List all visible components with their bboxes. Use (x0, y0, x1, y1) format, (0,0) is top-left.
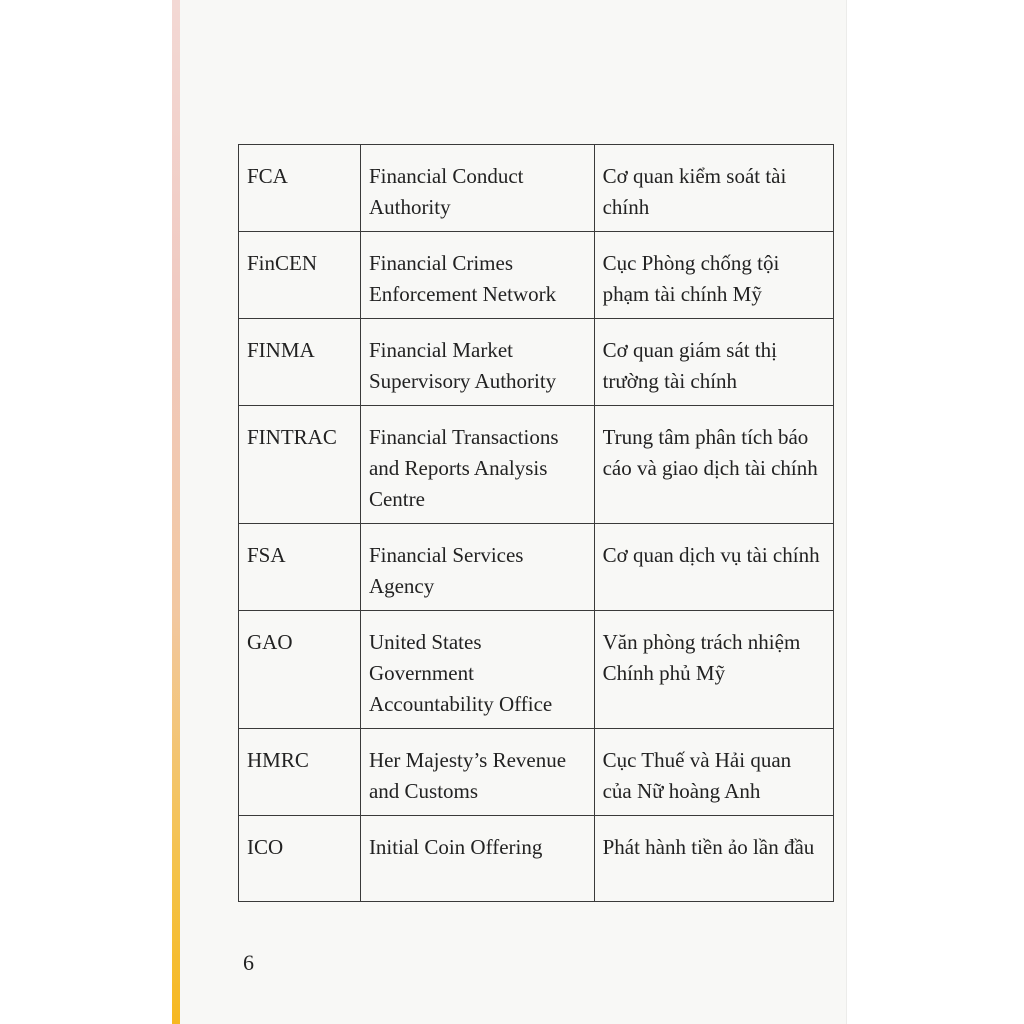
abbreviation-cell: ICO (239, 816, 361, 902)
abbreviation-cell: FSA (239, 524, 361, 611)
vietnamese-term-cell: Cơ quan kiểm soát tài chính (594, 145, 833, 232)
table-row (239, 816, 834, 902)
abbreviation-cell: FCA (239, 145, 361, 232)
abbreviation-cell: GAO (239, 611, 361, 729)
english-term-cell: Financial Market Supervisory Authority (360, 319, 594, 406)
abbreviation-cell: FINTRAC (239, 406, 361, 524)
english-term-cell: Financial Transactions and Reports Analysis Centre (360, 406, 594, 524)
vietnamese-term-cell: Văn phòng trách nhiệm Chính phủ Mỹ (594, 611, 833, 729)
table-row (239, 232, 834, 319)
book-spine-edge (172, 0, 180, 1024)
vietnamese-term-cell: Cục Thuế và Hải quan của Nữ hoàng Anh (594, 729, 833, 816)
table-row (239, 145, 834, 232)
abbreviation-cell: FINMA (239, 319, 361, 406)
abbreviation-table (238, 144, 834, 902)
table-row (239, 524, 834, 611)
table-row (239, 406, 834, 524)
abbreviation-cell: HMRC (239, 729, 361, 816)
vietnamese-term-cell: Phát hành tiền ảo lần đầu (594, 816, 833, 902)
english-term-cell: United States Government Accountability Office (360, 611, 594, 729)
english-term-cell: Initial Coin Offering (360, 816, 594, 902)
english-term-cell: Financial Services Agency (360, 524, 594, 611)
table-row (239, 729, 834, 816)
table-row (239, 319, 834, 406)
abbreviation-cell: FinCEN (239, 232, 361, 319)
vietnamese-term-cell: Cục Phòng chống tội phạm tài chính Mỹ (594, 232, 833, 319)
table-row (239, 611, 834, 729)
english-term-cell: Financial Conduct Authority (360, 145, 594, 232)
vietnamese-term-cell: Trung tâm phân tích báo cáo và giao dịch tài chính (594, 406, 833, 524)
vietnamese-term-cell: Cơ quan dịch vụ tài chính (594, 524, 833, 611)
page-number: 6 (243, 950, 254, 975)
english-term-cell: Her Majesty’s Revenue and Customs (360, 729, 594, 816)
vietnamese-term-cell: Cơ quan giám sát thị trường tài chính (594, 319, 833, 406)
english-term-cell: Financial Crimes Enforcement Network (360, 232, 594, 319)
